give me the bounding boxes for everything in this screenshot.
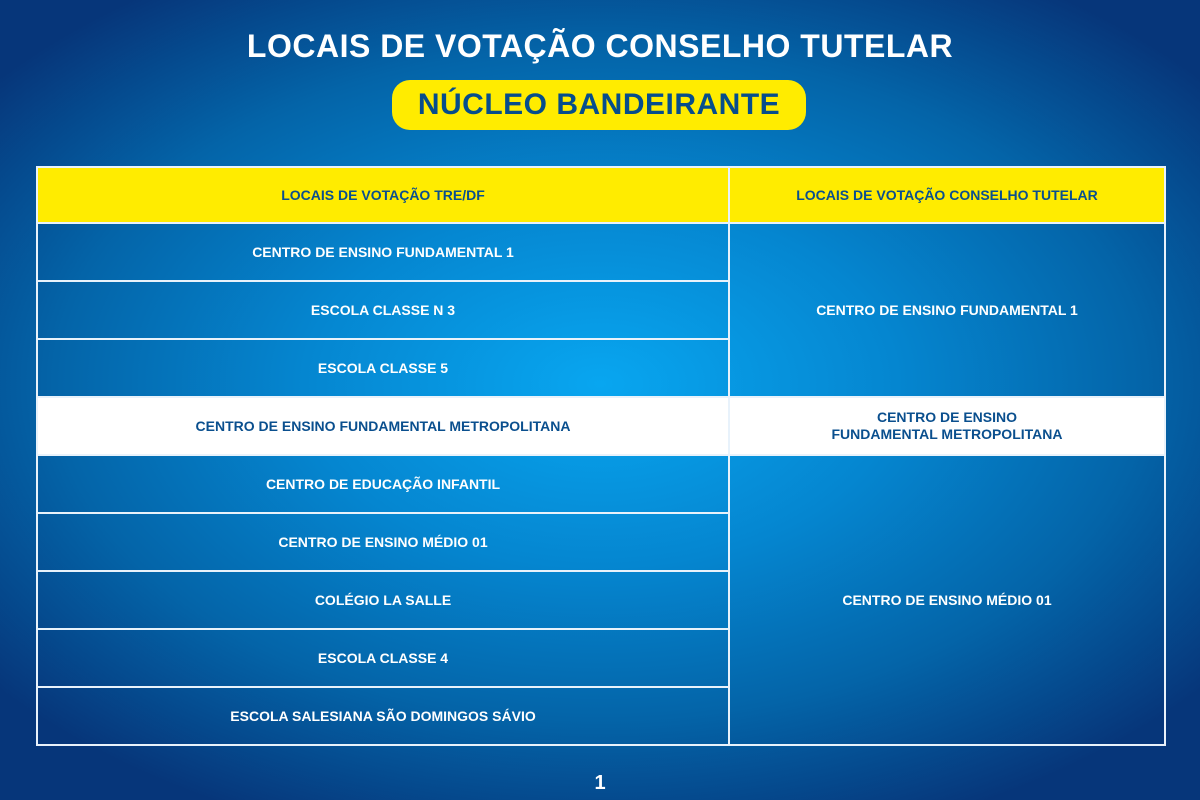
table-row bbox=[37, 223, 1165, 281]
table-row bbox=[37, 455, 1165, 513]
region-badge: NÚCLEO BANDEIRANTE bbox=[392, 80, 806, 130]
tre-location-cell: ESCOLA SALESIANA SÃO DOMINGOS SÁVIO bbox=[37, 687, 729, 745]
table-row-highlighted bbox=[37, 397, 1165, 455]
conselho-location-cell: CENTRO DE ENSINO FUNDAMENTAL 1 bbox=[729, 223, 1165, 397]
table-header-row bbox=[37, 167, 1165, 223]
conselho-location-cell: CENTRO DE ENSINO MÉDIO 01 bbox=[729, 455, 1165, 745]
column-header-tre-df: LOCAIS DE VOTAÇÃO TRE/DF bbox=[37, 167, 729, 223]
tre-location-cell: CENTRO DE ENSINO MÉDIO 01 bbox=[37, 513, 729, 571]
conselho-location-cell bbox=[729, 397, 1165, 455]
tre-location-cell: ESCOLA CLASSE N 3 bbox=[37, 281, 729, 339]
tre-location-cell: CENTRO DE ENSINO FUNDAMENTAL METROPOLITANA bbox=[37, 397, 729, 455]
conselho-location-line-1: CENTRO DE ENSINO bbox=[876, 409, 1017, 425]
tre-location-cell: CENTRO DE ENSINO FUNDAMENTAL 1 bbox=[37, 223, 729, 281]
page-title: LOCAIS DE VOTAÇÃO CONSELHO TUTELAR bbox=[246, 28, 954, 64]
tre-location-cell: ESCOLA CLASSE 4 bbox=[37, 629, 729, 687]
tre-location-cell: COLÉGIO LA SALLE bbox=[37, 571, 729, 629]
tre-location-cell: CENTRO DE EDUCAÇÃO INFANTIL bbox=[37, 455, 729, 513]
tre-location-cell: ESCOLA CLASSE 5 bbox=[37, 339, 729, 397]
voting-locations-table bbox=[36, 166, 1166, 746]
column-header-conselho-tutelar: LOCAIS DE VOTAÇÃO CONSELHO TUTELAR bbox=[729, 167, 1165, 223]
page-number: 1 bbox=[594, 772, 606, 794]
conselho-location-line-2: FUNDAMENTAL METROPOLITANA bbox=[831, 426, 1063, 442]
